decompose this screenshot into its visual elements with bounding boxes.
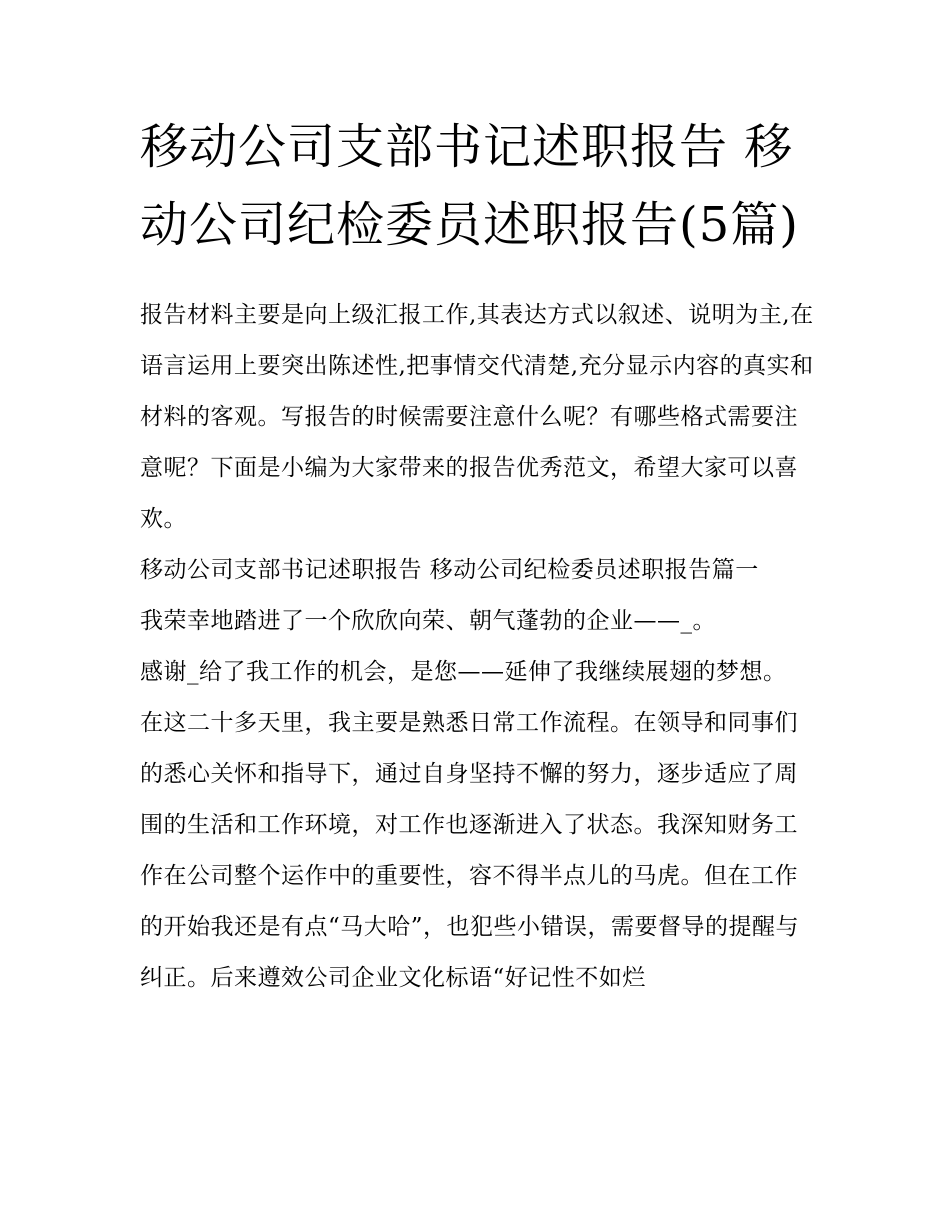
body-paragraph: 感谢_给了我工作的机会，是您——延伸了我继续展翅的梦想。 — [140, 659, 787, 685]
body-paragraph: 在这二十多天里，我主要是熟悉日常工作流程。在领导和同事们的悉心关怀和指导下，通过自身坚持不懈的努力，逐步适应了周围的生活和工作环境，对工作也逐渐进入了状态。我深知财务工作在公司整个运作中的重要性，容不得半点儿的马虎。但在工作的开始我还是有点“马大哈”，也犯些小错误，需要督导的提醒与纠正。后来遵效公司企业文化标语“好记性不如烂 — [140, 710, 800, 991]
section-heading: 移动公司支部书记述职报告 移动公司纪检委员述职报告篇一 — [140, 557, 759, 583]
document-title: 移动公司支部书记述职报告 移动公司纪检委员述职报告(5篇) — [140, 119, 799, 253]
intro-paragraph: 报告材料主要是向上级汇报工作,其表达方式以叙述、说明为主,在语言运用上要突出陈述性,把事情交代清楚,充分显示内容的真实和材料的客观。写报告的时候需要注意什么呢？有哪些格式需要注意呢？下面是小编为大家带来的报告优秀范文，希望大家可以喜欢。 — [140, 302, 814, 532]
document-body — [140, 108, 820, 1004]
body-paragraph: 我荣幸地踏进了一个欣欣向荣、朝气蓬勃的企业——_。 — [140, 608, 716, 634]
